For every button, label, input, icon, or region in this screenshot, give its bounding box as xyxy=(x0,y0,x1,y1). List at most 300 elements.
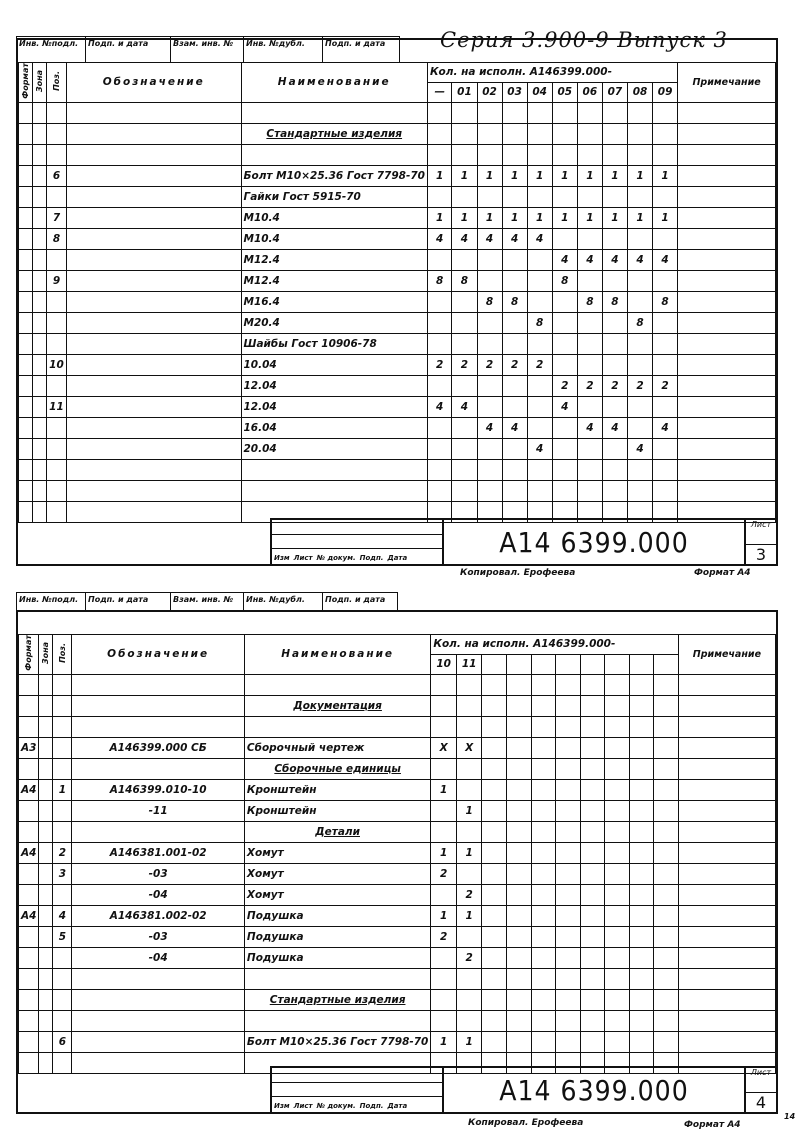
qty-cell xyxy=(527,249,552,270)
table-row xyxy=(19,165,776,186)
qty-cell: 8 xyxy=(477,291,502,312)
qty-cell: 1 xyxy=(552,207,577,228)
zone-cell xyxy=(39,947,53,968)
qty-cell: 8 xyxy=(602,291,627,312)
qty-cell: 1 xyxy=(577,165,602,186)
zone-cell xyxy=(33,165,47,186)
qty-cell xyxy=(502,144,527,165)
qty-cell xyxy=(531,989,556,1010)
format-cell xyxy=(19,884,39,905)
qty-cell xyxy=(556,1010,581,1031)
note-cell xyxy=(678,905,775,926)
qty-cell xyxy=(456,968,482,989)
qty-cell xyxy=(527,102,552,123)
table-row xyxy=(19,354,776,375)
qty-cell xyxy=(556,1031,581,1052)
table-row xyxy=(19,186,776,207)
qty-cell xyxy=(527,480,552,501)
qty-cell xyxy=(605,989,630,1010)
qty-cell xyxy=(456,1010,482,1031)
qty-cell: 8 xyxy=(427,270,451,291)
zone-cell xyxy=(39,821,53,842)
qty-cell xyxy=(556,947,581,968)
qty-cell xyxy=(502,396,527,417)
qty-cell xyxy=(653,438,678,459)
pos-cell xyxy=(53,1010,72,1031)
qty-cell xyxy=(427,144,451,165)
tb-label: Подп. xyxy=(359,554,384,562)
note-cell xyxy=(678,1010,775,1031)
note-cell xyxy=(678,417,776,438)
table-row xyxy=(19,291,776,312)
format-cell xyxy=(19,249,33,270)
qty-cell xyxy=(477,396,502,417)
name-cell: Хомут xyxy=(244,842,430,863)
spec-sheet-4 xyxy=(16,610,778,1114)
qty-cell: 4 xyxy=(502,417,527,438)
spec-table xyxy=(18,634,776,1074)
name-cell: М16.4 xyxy=(241,291,427,312)
name-cell xyxy=(244,674,430,695)
qty-cell xyxy=(577,333,602,354)
qty-cell xyxy=(427,249,451,270)
qty-cell xyxy=(452,333,477,354)
qty-cell xyxy=(452,123,477,144)
pos-cell xyxy=(47,123,67,144)
qty-cell xyxy=(527,333,552,354)
zone-cell xyxy=(33,333,47,354)
qty-cell: 2 xyxy=(527,354,552,375)
tb-label: Дата xyxy=(387,1102,408,1110)
pos-cell: 7 xyxy=(47,207,67,228)
qty-cell xyxy=(482,674,507,695)
qty-cell: 1 xyxy=(627,165,652,186)
qty-cell xyxy=(452,144,477,165)
qty-cell xyxy=(477,375,502,396)
qty-cell xyxy=(531,758,556,779)
zone-cell xyxy=(33,186,47,207)
format-cell xyxy=(19,480,33,501)
qty-cell xyxy=(629,674,654,695)
qty-cell xyxy=(577,312,602,333)
qty-cell xyxy=(507,758,532,779)
qty-cell: 8 xyxy=(452,270,477,291)
format-header: Формат xyxy=(21,63,30,99)
tb-label: № докум. xyxy=(316,554,356,562)
qty-cell xyxy=(654,716,679,737)
table-row xyxy=(19,417,776,438)
qty-cell: 4 xyxy=(577,249,602,270)
qty-cell xyxy=(605,716,630,737)
zone-cell xyxy=(33,270,47,291)
qty-cell xyxy=(527,459,552,480)
qty-cell xyxy=(482,926,507,947)
qty-cell xyxy=(580,758,605,779)
stamp-cell: Подп. и дата xyxy=(86,593,171,612)
qty-cell xyxy=(507,737,532,758)
qty-cell xyxy=(629,905,654,926)
qty-cell: 4 xyxy=(627,249,652,270)
pos-cell xyxy=(47,102,67,123)
qty-cell xyxy=(452,417,477,438)
format-cell xyxy=(19,123,33,144)
format-label: Формат А4 xyxy=(694,568,751,578)
exec-col-header: 02 xyxy=(477,82,502,102)
qty-cell xyxy=(502,375,527,396)
qty-cell xyxy=(477,186,502,207)
name-cell: Подушка xyxy=(244,926,430,947)
name-cell: М10.4 xyxy=(241,207,427,228)
zone-cell xyxy=(39,926,53,947)
qty-cell xyxy=(482,716,507,737)
stamp-cell: Подп. и дата xyxy=(86,37,171,62)
qty-cell xyxy=(552,186,577,207)
format-cell xyxy=(19,144,33,165)
tb-label: Подп. xyxy=(359,1102,384,1110)
name-cell: Болт М10×25.36 Гост 7798-70 xyxy=(244,1031,430,1052)
qty-cell xyxy=(507,905,532,926)
pos-cell xyxy=(53,716,72,737)
name-cell: Сборочные единицы xyxy=(244,758,430,779)
format-cell xyxy=(19,1010,39,1031)
qty-cell xyxy=(527,417,552,438)
qty-cell xyxy=(556,884,581,905)
qty-cell: 1 xyxy=(452,165,477,186)
designation-cell xyxy=(72,695,245,716)
pos-cell xyxy=(47,375,67,396)
table-row xyxy=(19,968,776,989)
qty-cell xyxy=(580,674,605,695)
qty-cell xyxy=(577,354,602,375)
qty-cell xyxy=(556,758,581,779)
table-row xyxy=(19,228,776,249)
format-cell xyxy=(19,270,33,291)
qty-cell xyxy=(502,333,527,354)
designation-cell xyxy=(66,333,241,354)
qty-cell: 1 xyxy=(477,165,502,186)
qty-cell xyxy=(556,863,581,884)
name-cell: Шайбы Гост 10906-78 xyxy=(241,333,427,354)
qty-cell xyxy=(427,480,451,501)
table-row xyxy=(19,674,776,695)
qty-cell xyxy=(502,270,527,291)
note-cell xyxy=(678,354,776,375)
qty-cell xyxy=(653,333,678,354)
qty-cell xyxy=(507,779,532,800)
qty-cell xyxy=(531,842,556,863)
qty-cell xyxy=(427,417,451,438)
zone-cell xyxy=(39,1010,53,1031)
qty-cell xyxy=(482,779,507,800)
qty-cell xyxy=(556,905,581,926)
table-row xyxy=(19,1010,776,1031)
note-cell xyxy=(678,947,775,968)
qty-cell xyxy=(507,1010,532,1031)
qty-header: Кол. на исполн. А146399.000- xyxy=(431,635,678,655)
pos-cell xyxy=(47,480,67,501)
pos-header: Поз. xyxy=(51,70,61,91)
qty-cell xyxy=(482,968,507,989)
format-cell xyxy=(19,695,39,716)
note-cell xyxy=(678,459,776,480)
qty-cell xyxy=(507,884,532,905)
designation-cell xyxy=(72,716,245,737)
exec-col-header: 04 xyxy=(527,82,552,102)
qty-cell: 2 xyxy=(427,354,451,375)
zone-cell xyxy=(39,779,53,800)
table-row xyxy=(19,207,776,228)
qty-cell xyxy=(427,102,451,123)
qty-cell xyxy=(527,144,552,165)
qty-cell: 2 xyxy=(577,375,602,396)
name-cell: Хомут xyxy=(244,863,430,884)
name-cell: Стандартные изделия xyxy=(241,123,427,144)
qty-cell xyxy=(507,695,532,716)
format-cell xyxy=(19,716,39,737)
table-row xyxy=(19,1031,776,1052)
name-cell xyxy=(244,968,430,989)
qty-cell xyxy=(482,821,507,842)
zone-cell xyxy=(39,758,53,779)
pos-cell xyxy=(47,501,67,522)
qty-cell xyxy=(452,102,477,123)
qty-cell xyxy=(556,821,581,842)
qty-cell: 2 xyxy=(653,375,678,396)
stamp-cell: Взам. инв. № xyxy=(171,37,244,62)
qty-cell xyxy=(580,821,605,842)
qty-cell: 2 xyxy=(456,947,482,968)
qty-cell: X xyxy=(456,737,482,758)
name-cell: Документация xyxy=(244,695,430,716)
spec-sheet-3 xyxy=(16,38,778,566)
pos-cell xyxy=(53,884,72,905)
qty-cell xyxy=(427,375,451,396)
zone-cell xyxy=(39,1052,53,1073)
qty-cell xyxy=(482,905,507,926)
note-cell xyxy=(678,123,776,144)
note-cell xyxy=(678,1031,775,1052)
qty-cell xyxy=(431,1010,457,1031)
tb-label: Изм xyxy=(274,554,290,562)
qty-cell xyxy=(577,228,602,249)
pos-cell: 10 xyxy=(47,354,67,375)
qty-cell xyxy=(605,674,630,695)
designation-cell: -03 xyxy=(72,863,245,884)
name-cell: Подушка xyxy=(244,905,430,926)
format-cell xyxy=(19,501,33,522)
designation-cell xyxy=(66,396,241,417)
designation-cell xyxy=(66,144,241,165)
stamp-cell: Инв. №дубл. xyxy=(244,593,323,612)
designation-cell xyxy=(72,1031,245,1052)
format-cell: А4 xyxy=(19,905,39,926)
name-cell: Кронштейн xyxy=(244,779,430,800)
qty-cell: 4 xyxy=(527,438,552,459)
exec-col-header xyxy=(556,654,581,674)
qty-cell: 4 xyxy=(552,396,577,417)
exec-col-header: 05 xyxy=(552,82,577,102)
qty-cell xyxy=(452,375,477,396)
qty-cell xyxy=(602,480,627,501)
qty-cell: 1 xyxy=(527,165,552,186)
stamp-cell: Инв. №подл. xyxy=(17,593,86,612)
qty-cell: 1 xyxy=(477,207,502,228)
qty-cell xyxy=(482,1031,507,1052)
designation-cell xyxy=(66,207,241,228)
name-cell: 16.04 xyxy=(241,417,427,438)
qty-cell xyxy=(654,1010,679,1031)
pos-cell xyxy=(47,249,67,270)
table-row xyxy=(19,989,776,1010)
qty-cell xyxy=(627,144,652,165)
pos-cell: 1 xyxy=(53,779,72,800)
qty-cell xyxy=(602,459,627,480)
list-label: Лист xyxy=(750,1068,772,1077)
name-cell: Кронштейн xyxy=(244,800,430,821)
qty-cell xyxy=(602,312,627,333)
designation-cell xyxy=(72,821,245,842)
exec-col-header: 06 xyxy=(577,82,602,102)
qty-cell xyxy=(580,1031,605,1052)
qty-cell xyxy=(452,438,477,459)
qty-cell xyxy=(431,758,457,779)
qty-cell xyxy=(580,842,605,863)
qty-cell: 4 xyxy=(527,228,552,249)
qty-cell xyxy=(629,926,654,947)
format-cell xyxy=(19,312,33,333)
qty-cell xyxy=(629,695,654,716)
qty-cell xyxy=(556,842,581,863)
qty-cell xyxy=(452,291,477,312)
qty-cell xyxy=(431,989,457,1010)
name-cell xyxy=(241,102,427,123)
qty-cell: 1 xyxy=(456,800,482,821)
qty-cell xyxy=(627,291,652,312)
qty-cell xyxy=(580,779,605,800)
qty-cell xyxy=(507,800,532,821)
qty-cell xyxy=(477,144,502,165)
qty-cell xyxy=(577,102,602,123)
zone-cell xyxy=(33,228,47,249)
zone-cell xyxy=(39,737,53,758)
qty-cell xyxy=(605,737,630,758)
designation-cell: -04 xyxy=(72,884,245,905)
qty-cell xyxy=(527,396,552,417)
name-cell: М10.4 xyxy=(241,228,427,249)
qty-cell xyxy=(654,884,679,905)
qty-cell xyxy=(654,926,679,947)
qty-cell xyxy=(629,716,654,737)
designation-cell: А146381.001-02 xyxy=(72,842,245,863)
qty-cell xyxy=(653,228,678,249)
qty-cell xyxy=(653,354,678,375)
qty-cell xyxy=(605,926,630,947)
qty-cell xyxy=(427,123,451,144)
spec-table xyxy=(18,62,776,523)
designation-cell xyxy=(66,270,241,291)
qty-cell xyxy=(577,270,602,291)
note-cell xyxy=(678,863,775,884)
format-cell xyxy=(19,821,39,842)
qty-cell xyxy=(577,186,602,207)
qty-cell xyxy=(531,947,556,968)
qty-cell xyxy=(580,737,605,758)
qty-cell xyxy=(629,884,654,905)
qty-cell xyxy=(507,716,532,737)
qty-header: Кол. на исполн. А146399.000- xyxy=(427,63,677,83)
format-cell xyxy=(19,1031,39,1052)
qty-cell xyxy=(531,821,556,842)
qty-cell xyxy=(653,123,678,144)
table-row xyxy=(19,821,776,842)
qty-cell: 2 xyxy=(431,863,457,884)
qty-cell xyxy=(602,438,627,459)
exec-col-header: 08 xyxy=(627,82,652,102)
qty-cell xyxy=(627,333,652,354)
qty-cell xyxy=(456,779,482,800)
qty-cell xyxy=(629,989,654,1010)
exec-col-header xyxy=(580,654,605,674)
qty-cell xyxy=(456,989,482,1010)
stamp-cell: Взам. инв. № xyxy=(171,593,244,612)
qty-cell xyxy=(602,333,627,354)
qty-cell xyxy=(605,884,630,905)
qty-cell xyxy=(627,480,652,501)
qty-cell xyxy=(452,186,477,207)
zone-cell xyxy=(33,249,47,270)
table-row xyxy=(19,800,776,821)
format-cell xyxy=(19,291,33,312)
qty-cell xyxy=(482,758,507,779)
qty-cell xyxy=(552,438,577,459)
designation-cell xyxy=(66,228,241,249)
qty-cell xyxy=(431,968,457,989)
format-cell xyxy=(19,459,33,480)
format-cell xyxy=(19,354,33,375)
qty-cell: 2 xyxy=(456,884,482,905)
qty-cell xyxy=(654,905,679,926)
pos-cell xyxy=(53,989,72,1010)
designation-cell xyxy=(66,291,241,312)
designation-cell xyxy=(66,249,241,270)
qty-cell: 1 xyxy=(577,207,602,228)
pos-cell xyxy=(47,417,67,438)
qty-cell xyxy=(654,737,679,758)
qty-cell: 4 xyxy=(602,249,627,270)
qty-cell: 1 xyxy=(602,165,627,186)
qty-cell: 1 xyxy=(653,207,678,228)
qty-cell xyxy=(654,821,679,842)
qty-cell xyxy=(580,884,605,905)
qty-cell xyxy=(552,312,577,333)
qty-cell xyxy=(507,674,532,695)
qty-cell: 4 xyxy=(577,417,602,438)
qty-cell xyxy=(431,695,457,716)
qty-cell xyxy=(482,884,507,905)
document-code: А14 6399.000 xyxy=(499,525,689,559)
format-header: Формат xyxy=(24,635,34,671)
qty-cell: 1 xyxy=(431,779,457,800)
qty-cell xyxy=(602,396,627,417)
qty-cell: 1 xyxy=(427,207,451,228)
note-cell xyxy=(678,674,775,695)
note-header: Примечание xyxy=(678,635,775,675)
table-row xyxy=(19,905,776,926)
qty-cell xyxy=(654,758,679,779)
format-cell xyxy=(19,968,39,989)
qty-cell: 4 xyxy=(602,417,627,438)
pos-cell xyxy=(47,459,67,480)
